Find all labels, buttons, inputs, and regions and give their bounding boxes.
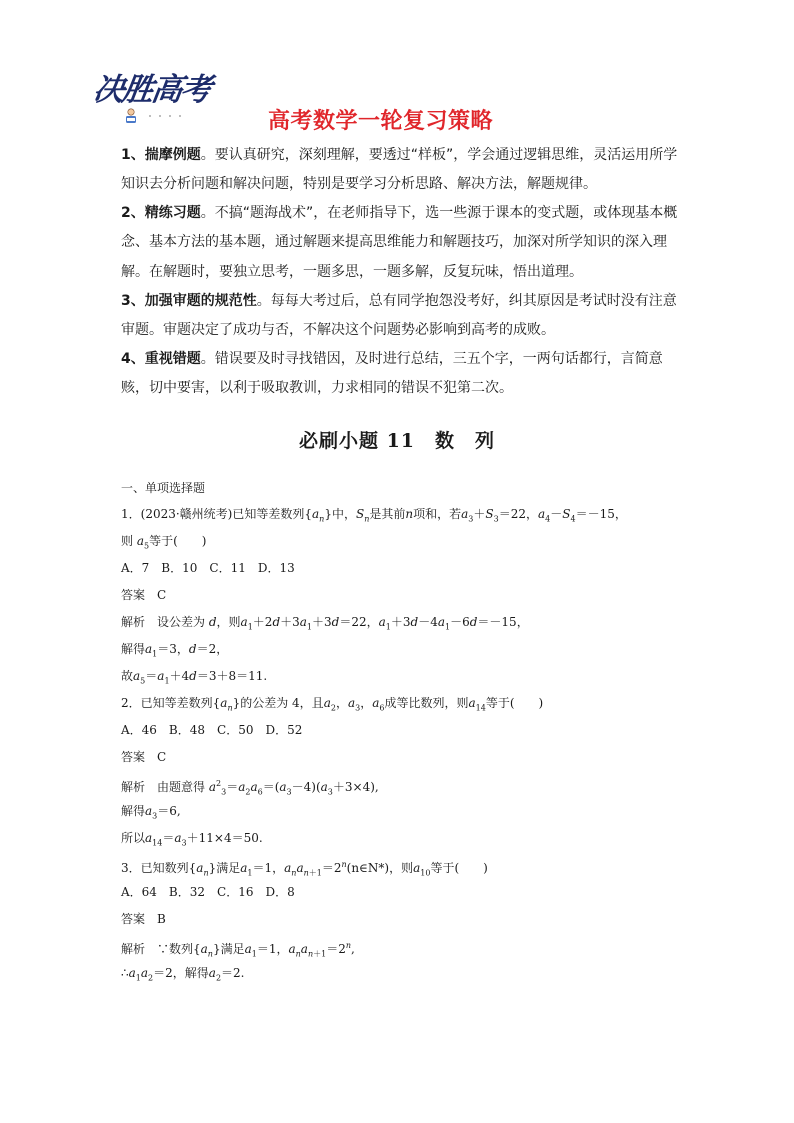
q1-answer: 答案 C	[121, 588, 167, 602]
q2-analysis: 解析 由题意得 $a^2_3=a_2a_6=(a_3-4)(a_3+3\times 4)$,	[121, 779, 379, 797]
logo-text: 决胜高考	[90, 72, 213, 108]
q3-analysis: 解析 ∵数列$\{a_n\}$满足$a_1=1$，$a_na_{n+1}=2^n$,	[121, 941, 355, 959]
logo-decoration-icon	[146, 112, 186, 120]
q2-options: A．46 B．48 C．50 D．52	[121, 723, 303, 737]
page-title: 高考数学一轮复习策略	[268, 109, 494, 134]
strategy-1	[121, 141, 681, 200]
q1-conclusion: 故$a_5=a_1+4d=3+8=11$.	[121, 669, 268, 686]
q1-analysis: 解析 设公差为 d，则$a_1+2d+3a_1+3d=22$，$a_1+3d-4a_1-6d=-15$，	[121, 615, 529, 632]
strategy-number: 1、	[121, 147, 145, 163]
strategy-heading: 揣摩例题	[144, 147, 201, 163]
strategy-number: 4、	[121, 351, 145, 367]
section-title: 必刷小题 11 数 列	[298, 430, 496, 452]
q1-stem-2: 则 $a_5$等于( )	[121, 534, 207, 551]
q3-stem: 3．已知数列$\{a_n\}$满足$a_1=1$，$a_na_{n+1}=2^n(n\in N*)$，则$a_{10}$等于( )	[121, 860, 488, 878]
q3-analysis-2: $\therefore a_1a_2=2$，解得$a_2=2$.	[121, 966, 245, 983]
part-heading: 一、单项选择题	[121, 481, 206, 495]
strategy-text: 。每每大考过后，总有同学抱怨没考好，纠其原因是考试时没有注意审题。审题决定了成功与否，不解决这个问题势必影响到高考的成败。	[121, 293, 677, 339]
strategy-text: 。不搞“题海战术”，在老师指导下，选一些源于课本的变式题，或体现基本概念、基本方法的基本题，通过解题来提高思维能力和解题技巧，加深对所学知识的深入理解。在解题时，要独立思考，一题多思，一题多解，反复玩味，悟出道理。	[121, 205, 678, 280]
strategy-heading: 精练习题	[144, 205, 201, 221]
q2-solve: 解得$a_3=6$,	[121, 804, 181, 821]
brand-logo	[90, 64, 214, 142]
q1-options: A．7 B．10 C．11 D．13	[121, 561, 295, 575]
q1-stem: 1．(2023·赣州统考)已知等差数列$\{a_n\}$中，$S_n$是其前n项和，若$a_3+S_3=22$，$a_4-S_4=-15$，	[121, 507, 627, 524]
student-figure-icon	[124, 108, 138, 124]
strategy-2	[121, 199, 681, 287]
strategy-number: 3、	[121, 293, 145, 309]
strategy-heading: 重视错题	[144, 351, 201, 367]
strategy-number: 2、	[121, 205, 145, 221]
q2-answer: 答案 C	[121, 750, 167, 764]
q3-answer: 答案 B	[121, 912, 166, 926]
strategy-text: 。要认真研究，深刻理解，要透过“样板”，学会通过逻辑思维，灵活运用所学知识去分析问题和解决问题，特别是要学习分析思路、解决方法，解题规律。	[121, 147, 678, 193]
q1-solve: 解得$a_1=3$，d＝2，	[121, 642, 229, 659]
q2-stem: 2．已知等差数列$\{a_n\}$的公差为 4，且$a_2$，$a_3$，$a_6$成等比数列，则$a_{14}$等于( )	[121, 696, 544, 713]
strategy-3	[121, 287, 681, 346]
strategy-4	[121, 345, 681, 404]
strategy-text: 。错误要及时寻找错因，及时进行总结，三五个字，一两句话都行，言简意赅，切中要害，以利于吸取教训，力求相同的错误不犯第二次。	[121, 351, 663, 397]
q3-options: A．64 B．32 C．16 D．8	[121, 885, 295, 899]
strategy-heading: 加强审题的规范性	[144, 293, 257, 309]
q2-conclusion: 所以$a_{14}=a_3+11\times 4=50$.	[121, 831, 263, 848]
